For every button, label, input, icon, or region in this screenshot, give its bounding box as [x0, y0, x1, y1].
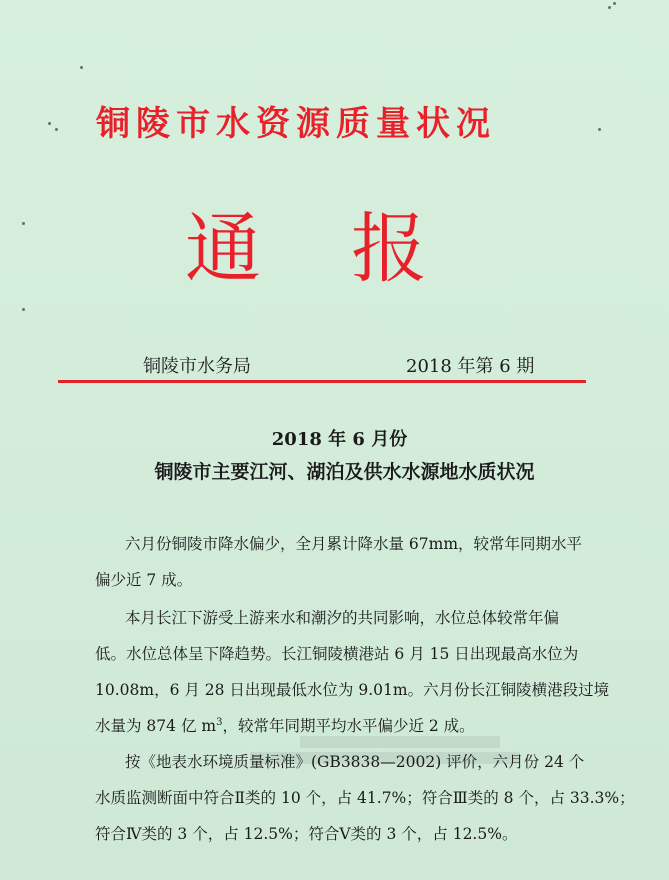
report-date-title: 2018 年 6 月份 [271, 429, 408, 450]
paragraph-line: 符合Ⅳ类的 3 个，占 12.5%；符合Ⅴ类的 3 个，占 12.5%。 [95, 825, 518, 843]
scan-speck [613, 2, 616, 5]
paragraph-text: 水量为 874 亿 m [95, 717, 217, 735]
superscript: 3 [216, 716, 223, 728]
main-title-char: 通 [185, 204, 271, 293]
issue-number: 2018 年第 6 期 [406, 356, 535, 377]
paragraph-line: 10.08m，6 月 28 日出现最低水位为 9.01m。六月份长江铜陵横港段过境 [95, 681, 610, 699]
paragraph-line [95, 716, 475, 736]
paragraph-text: ，较常年同期平均水平偏少近 2 成。 [222, 717, 475, 735]
bleed-through-shadow [300, 736, 500, 748]
issuer-name: 铜陵市水务局 [143, 356, 251, 377]
scan-speck [598, 128, 601, 131]
bulletin-org-title: 铜陵市水资源质量状况 [96, 104, 496, 144]
scan-speck [22, 222, 25, 225]
scan-speck [608, 6, 611, 9]
main-title-char: 报 [351, 204, 437, 293]
paragraph-line: 水质监测断面中符合Ⅱ类的 10 个，占 41.7%；符合Ⅲ类的 8 个，占 33.3%； [95, 789, 635, 807]
paragraph-line: 六月份铜陵市降水偏少，全月累计降水量 67mm，较常年同期水平 [125, 535, 583, 553]
scan-speck [55, 128, 58, 131]
bulletin-main-title [185, 188, 437, 297]
scan-speck [22, 308, 25, 311]
paragraph-line: 偏少近 7 成。 [95, 571, 193, 589]
paragraph-line: 按《地表水环境质量标准》(GB3838—2002) 评价，六月份 24 个 [125, 753, 585, 771]
paragraph-line: 低。水位总体呈下降趋势。长江铜陵横港站 6 月 15 日出现最高水位为 [95, 645, 579, 663]
paragraph-line: 本月长江下游受上游来水和潮汐的共同影响，水位总体较常年偏 [125, 609, 560, 627]
scan-speck [80, 66, 83, 69]
header-divider [58, 380, 586, 383]
report-main-title: 铜陵市主要江河、湖泊及供水水源地水质状况 [154, 461, 535, 483]
scan-speck [48, 122, 51, 125]
